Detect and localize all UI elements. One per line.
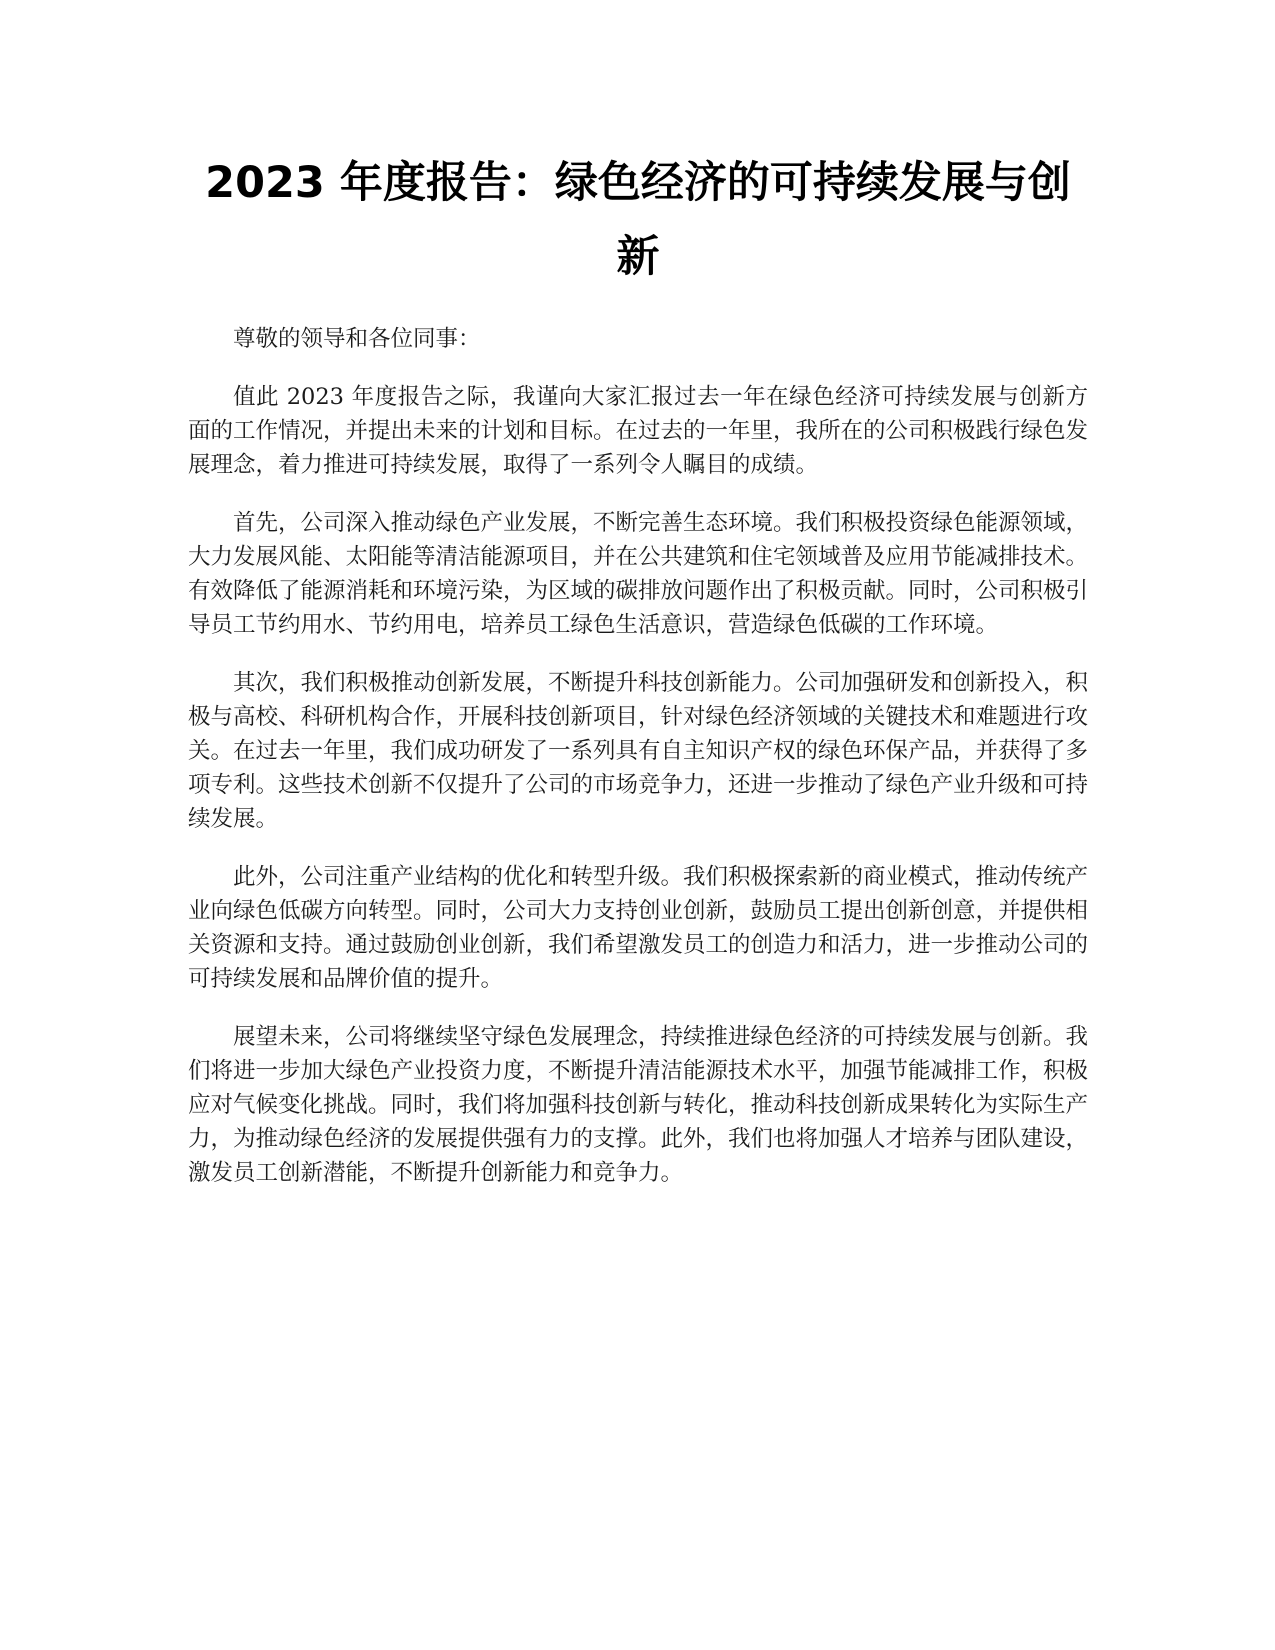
transformation-paragraph: 此外，公司注重产业结构的优化和转型升级。我们积极探索新的商业模式，推动传统产业向绿色低碳方向转型。同时，公司大力支持创业创新，鼓励员工提出创新创意，并提供相关资源和支持。通过鼓励创业创新，我们希望激发员工的创造力和活力，进一步推动公司的可持续发展和品牌价值的提升。 [188,864,1089,992]
document-body [188,322,1088,1214]
intro-paragraph: 值此 2023 年度报告之际，我谨向大家汇报过去一年在绿色经济可持续发展与创新方面的工作情况，并提出未来的计划和目标。在过去的一年里，我所在的公司积极践行绿色发展理念，着力推进可持续发展，取得了一系列令人瞩目的成绩。 [188,384,1089,478]
green-industry-paragraph: 首先，公司深入推动绿色产业发展，不断完善生态环境。我们积极投资绿色能源领域，大力发展风能、太阳能等清洁能源项目，并在公共建筑和住宅领域普及应用节能减排技术。有效降低了能源消耗和环境污染，为区域的碳排放问题作出了积极贡献。同时，公司积极引导员工节约用水、节约用电，培养员工绿色生活意识，营造绿色低碳的工作环境。 [188,510,1089,638]
document-title: 2023 年度报告：绿色经济的可持续发展与创新 [205,158,1071,282]
outlook-paragraph: 展望未来，公司将继续坚守绿色发展理念，持续推进绿色经济的可持续发展与创新。我们将进一步加大绿色产业投资力度，不断提升清洁能源技术水平，加强节能减排工作，积极应对气候变化挑战。同时，我们将加强科技创新与转化，推动科技创新成果转化为实际生产力，为推动绿色经济的发展提供强有力的支撑。此外，我们也将加强人才培养与团队建设，激发员工创新潜能，不断提升创新能力和竞争力。 [188,1024,1089,1186]
salutation-paragraph: 尊敬的领导和各位同事： [233,326,481,352]
innovation-paragraph: 其次，我们积极推动创新发展，不断提升科技创新能力。公司加强研发和创新投入，积极与高校、科研机构合作，开展科技创新项目，针对绿色经济领域的关键技术和难题进行攻关。在过去一年里，我们成功研发了一系列具有自主知识产权的绿色环保产品，并获得了多项专利。这些技术创新不仅提升了公司的市场竞争力，还进一步推动了绿色产业升级和可持续发展。 [188,670,1089,832]
